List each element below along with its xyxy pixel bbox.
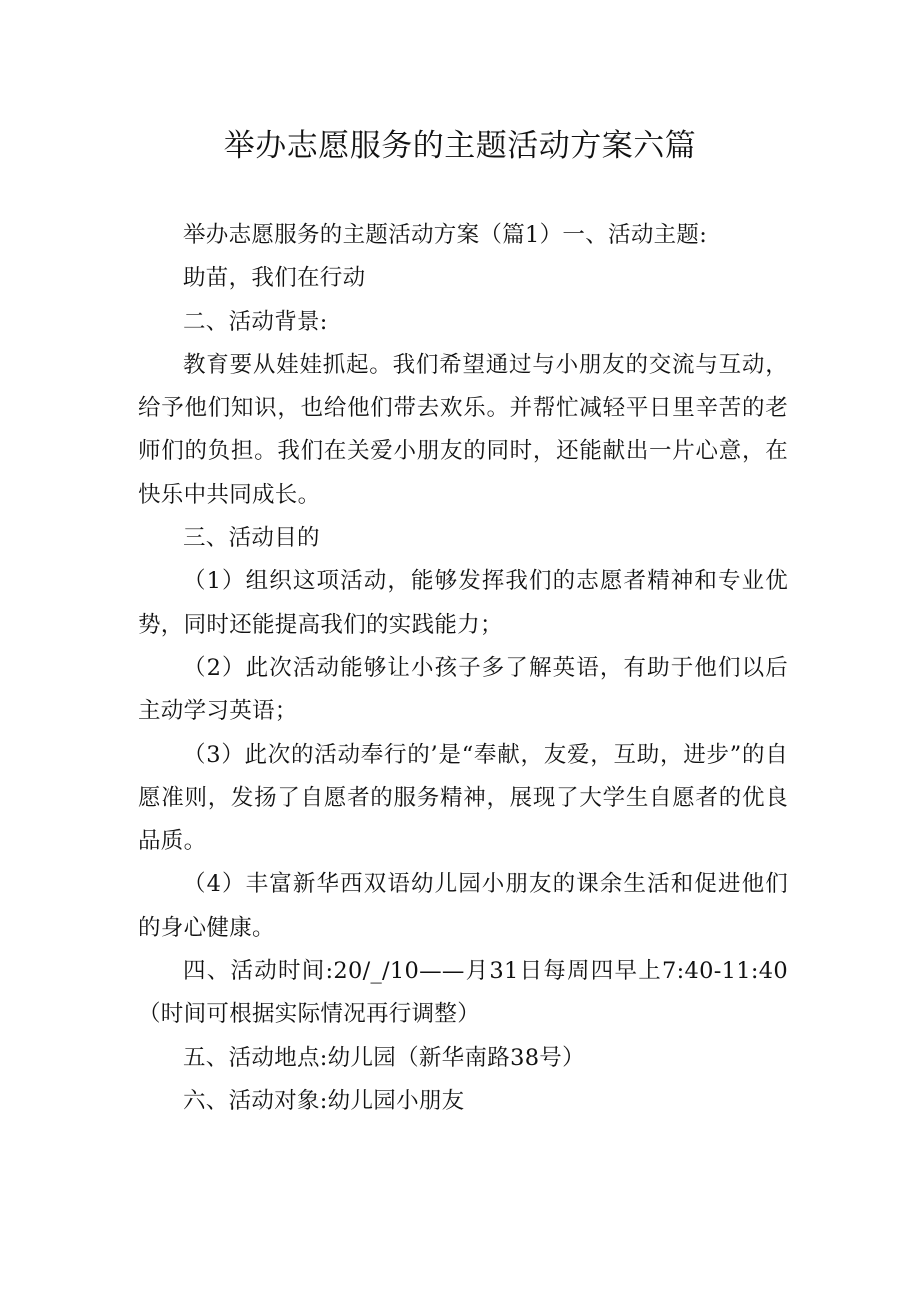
paragraph-purpose-2: （2）此次活动能够让小孩子多了解英语，有助于他们以后主动学习英语； [138, 654, 788, 725]
paragraph-purpose-4: （4）丰富新华西双语幼儿园小朋友的课余生活和促进他们的身心健康。 [138, 871, 788, 941]
paragraph-purpose-heading: 三、活动目的 [183, 525, 320, 552]
paragraph-location: 五、活动地点:幼儿园（新华南路38号） [183, 1044, 585, 1071]
paragraph-background-heading: 二、活动背景: [183, 308, 328, 335]
paragraph-purpose-3: （3）此次的活动奉行的’是“奉献，友爱，互助，进步”的自愿准则，发扬了自愿者的服务精神，展现了大学生自愿者的优良品质。 [138, 741, 788, 855]
paragraph-intro-theme-heading: 举办志愿服务的主题活动方案（篇1）一、活动主题: [183, 222, 708, 248]
paragraph-background: 教育要从娃娃抓起。我们希望通过与小朋友的交流与互动，给予他们知识，也给他们带去欢乐。并帮忙减轻平日里辛苦的老师们的负担。我们在关爱小朋友的同时，还能献出一片心意，在快乐中共同成长。 [138, 351, 788, 508]
paragraph-target: 六、活动对象:幼儿园小朋友 [183, 1087, 465, 1114]
document-title: 举办志愿服务的主题活动方案六篇 [223, 128, 697, 164]
paragraph-theme: 助苗，我们在行动 [183, 265, 366, 292]
paragraph-purpose-1: （1）组织这项活动，能够发挥我们的志愿者精神和专业优势，同时还能提高我们的实践能力； [138, 568, 788, 638]
document-body [138, 214, 788, 1123]
paragraph-time: 四、活动时间:20/_/10——月31日每周四早上7:40-11:40（时间可根据实际情况再行调整） [138, 958, 788, 1028]
